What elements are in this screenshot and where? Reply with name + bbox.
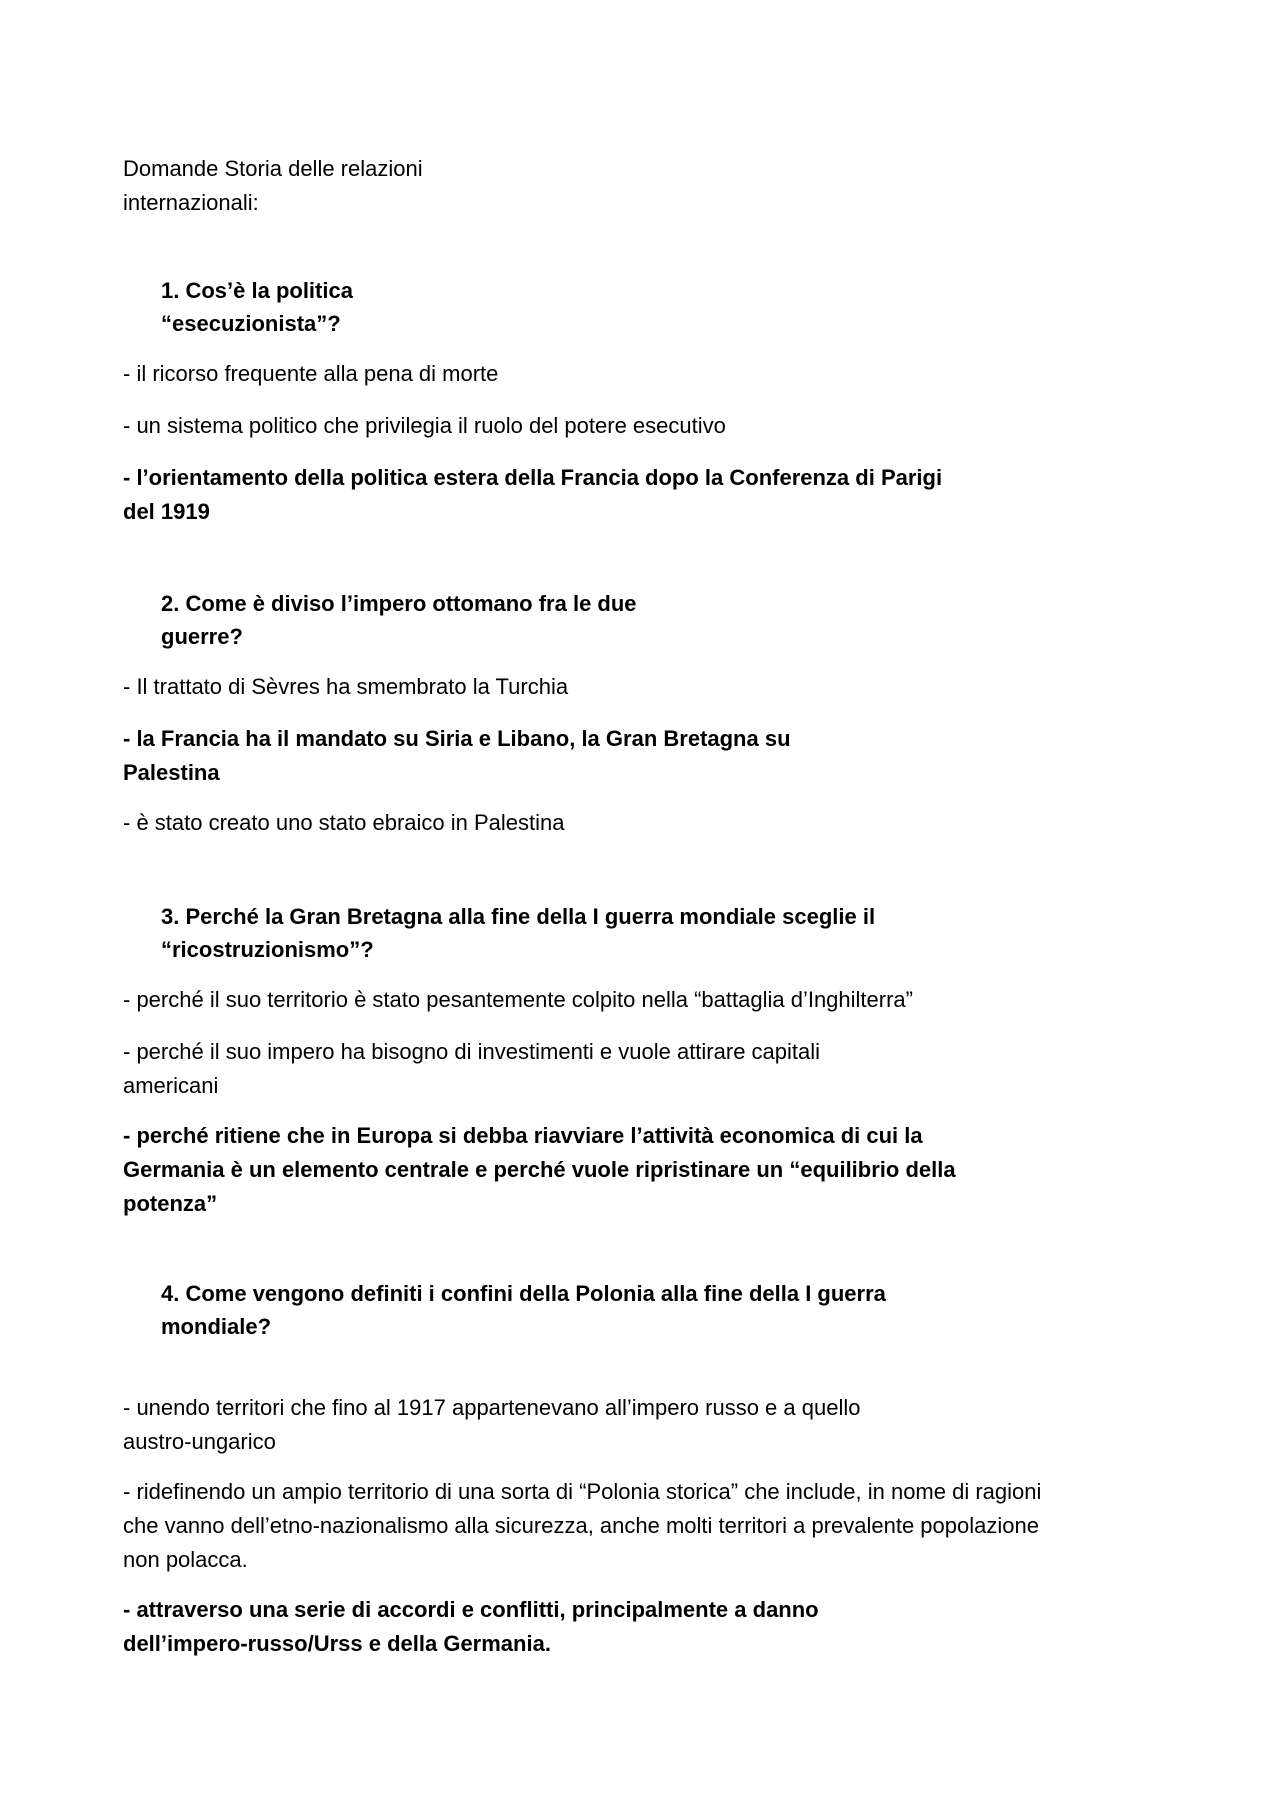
question-3-answer-2-line-1: - perché il suo impero ha bisogno di investimenti e vuole attirare capitali [123,1039,821,1064]
question-1-answer-3-line-2: del 1919 [123,499,210,524]
question-2-answer-2-line-2: Palestina [123,760,220,785]
question-4-answer-1-line-1: - unendo territori che fino al 1917 appartenevano all’impero russo e a quello [123,1395,861,1420]
question-3-answer-3-line-3: potenza” [123,1191,218,1216]
question-1-answer-1: - il ricorso frequente alla pena di morte [123,361,499,386]
question-2-text-line-1: 2. Come è diviso l’impero ottomano fra le due [161,591,637,616]
question-1-text-line-1: 1. Cos’è la politica [161,278,353,303]
question-1-text-line-2: “esecuzionista”? [161,311,341,336]
question-2-text-line-2: guerre? [161,624,243,649]
question-4-text-line-1: 4. Come vengono definiti i confini della Polonia alla fine della I guerra [161,1281,886,1306]
document-title-line-2: internazionali: [123,190,259,215]
question-2-answer-2-line-1: - la Francia ha il mandato su Siria e Libano, la Gran Bretagna su [123,726,791,751]
question-2-answer-1: - Il trattato di Sèvres ha smembrato la Turchia [123,674,569,699]
question-1-answer-2: - un sistema politico che privilegia il ruolo del potere esecutivo [123,413,726,438]
question-3-answer-2-line-2: americani [123,1073,219,1098]
question-3-answer-3-line-2: Germania è un elemento centrale e perché vuole ripristinare un “equilibrio della [123,1157,956,1182]
question-3-text-line-2: “ricostruzionismo”? [161,937,374,962]
question-4-text-line-2: mondiale? [161,1314,272,1339]
question-2-answer-3: - è stato creato uno stato ebraico in Palestina [123,810,565,835]
question-3-text-line-1: 3. Perché la Gran Bretagna alla fine della I guerra mondiale sceglie il [161,904,876,929]
question-1-answer-3-line-1: - l’orientamento della politica estera della Francia dopo la Conferenza di Parigi [123,465,943,490]
question-4-answer-2-line-3: non polacca. [123,1547,248,1572]
question-3-answer-3-line-1: - perché ritiene che in Europa si debba riavviare l’attività economica di cui la [123,1123,923,1148]
question-4-answer-3-line-2: dell’impero-russo/Urss e della Germania. [123,1631,551,1656]
question-4-answer-3-line-1: - attraverso una serie di accordi e conflitti, principalmente a danno [123,1597,819,1622]
document-title-line-1: Domande Storia delle relazioni [123,156,423,181]
question-4-answer-1-line-2: austro-ungarico [123,1429,276,1454]
question-3-answer-1: - perché il suo territorio è stato pesantemente colpito nella “battaglia d’Inghilterra” [123,987,913,1012]
question-4-answer-2-line-2: che vanno dell’etno-nazionalismo alla sicurezza, anche molti territori a prevalente popolazione [123,1513,1039,1538]
question-4-answer-2-line-1: - ridefinendo un ampio territorio di una sorta di “Polonia storica” che include, in nome di ragioni [123,1479,1042,1504]
